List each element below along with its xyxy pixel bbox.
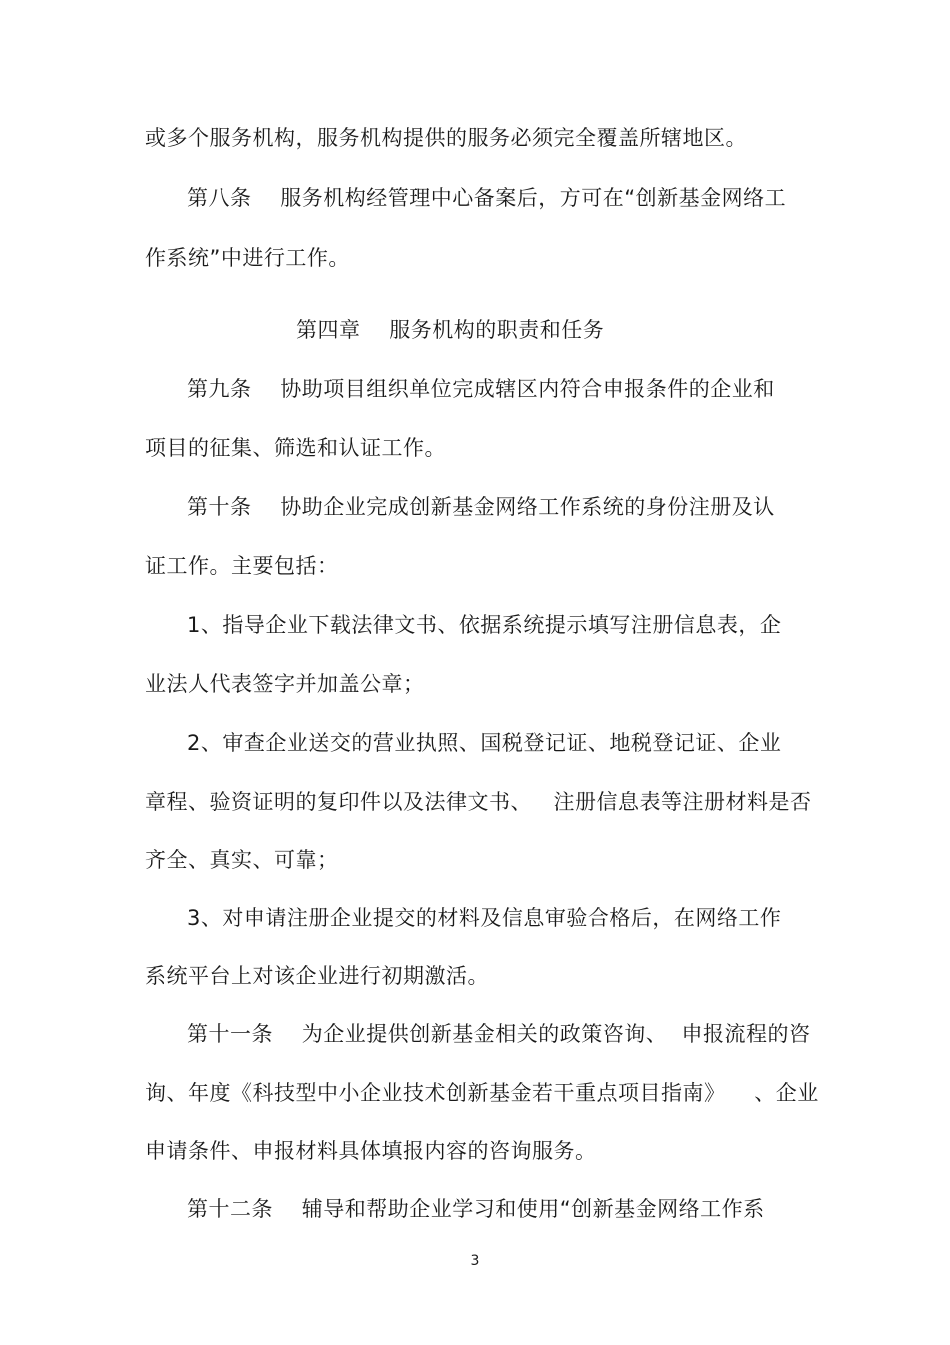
text-line: 项目的征集、筛选和认证工作。 [145,436,446,460]
text-line: 申请条件、申报材料具体填报内容的咨询服务。 [145,1139,597,1163]
chapter-heading: 第四章 服务机构的职责和任务 [296,318,605,342]
text-line: 证工作。主要包括： [145,554,339,578]
article-10-line: 第十条 协助企业完成创新基金网络工作系统的身份注册及认 [187,495,775,519]
text-line: 或多个服务机构，服务机构提供的服务必须完全覆盖所辖地区。 [145,126,747,150]
article-12-line: 第十二条 辅导和帮助企业学习和使用“创新基金网络工作系 [187,1197,765,1221]
article-9-line: 第九条 协助项目组织单位完成辖区内符合申报条件的企业和 [187,377,775,401]
text-line: 业法人代表签字并加盖公章； [145,672,425,696]
article-8-line: 第八条 服务机构经管理中心备案后，方可在“创新基金网络工 [187,186,787,210]
list-item-3-line: 3、对申请注册企业提交的材料及信息审验合格后，在网络工作 [187,906,782,930]
text-line: 章程、验资证明的复印件以及法律文书、 注册信息表等注册材料是否 [145,790,812,814]
text-line: 系统平台上对该企业进行初期激活。 [145,964,489,988]
article-11-line: 第十一条 为企业提供创新基金相关的政策咨询、 申报流程的咨 [187,1022,811,1046]
text-line: 作系统”中进行工作。 [145,246,350,270]
list-item-2-line: 2、审查企业送交的营业执照、国税登记证、地税登记证、企业 [187,731,782,755]
text-line: 询、年度《科技型中小企业技术创新基金若干重点项目指南》 、企业 [145,1081,819,1105]
list-item-1-line: 1、指导企业下载法律文书、依据系统提示填写注册信息表，企 [187,613,782,637]
text-line: 齐全、真实、可靠； [145,848,339,872]
page-number: 3 [470,1253,480,1269]
